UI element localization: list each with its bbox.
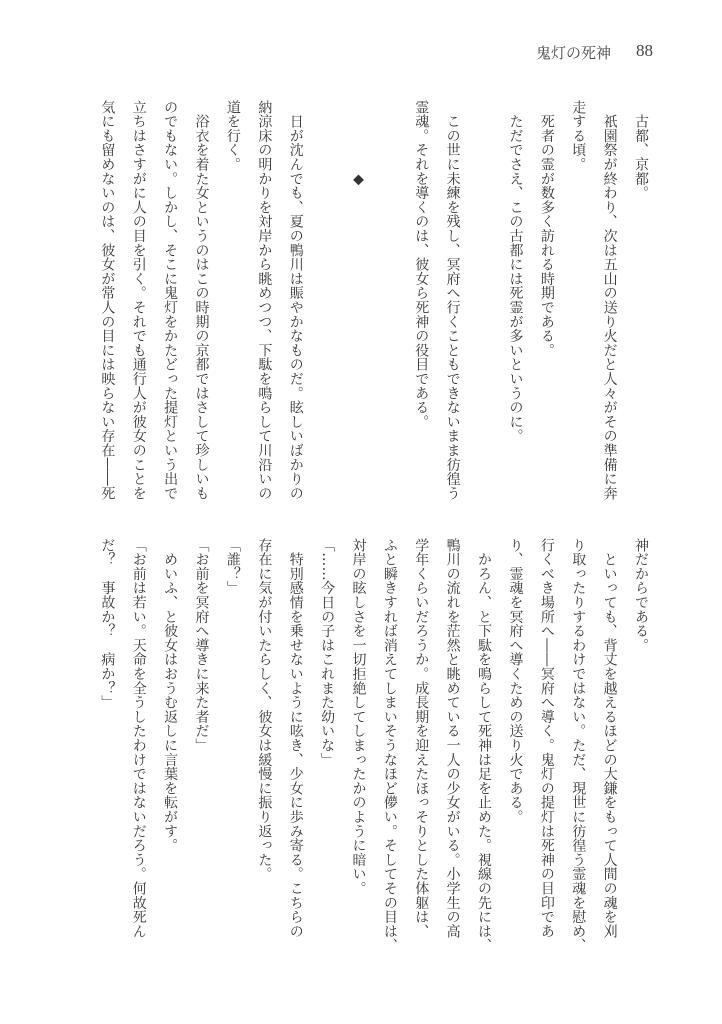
running-header-title: 鬼灯の死神 (536, 44, 612, 62)
text-column: 死者の霊が数多く訪れる時期である。 (538, 100, 555, 358)
lower-text-block (86, 538, 656, 953)
text-column: 霊魂。それを導くのは、彼女ら死神の役目である。 (413, 100, 430, 429)
text-column: り、霊魂を冥府へ導くための送り火である。 (507, 538, 524, 824)
section-break-diamond: ◆ (350, 100, 367, 188)
text-column: めいふ、と彼女はおうむ返しに言葉を転がす。 (162, 538, 179, 853)
text-column: 日が沈んでも、夏の鴨川は賑やかなものだ。眩しいばかりの (287, 100, 304, 501)
text-column: 立ちはさすがに人の目を引く。それでも通行人が彼女のことを (130, 100, 147, 501)
text-column: 特別感情を乗せないように呟き、少女に歩み寄る。こちらの (287, 538, 304, 939)
text-column: 鴨川の流れを茫然と眺めている一人の少女がいる。小学生の高 (444, 538, 461, 939)
text-column: 行くべき場所へ――冥府へ導く。鬼灯の提灯は死神の目印であ (538, 538, 555, 939)
text-column: 対岸の眩しさを一切拒絶してしまったかのように暗い。 (350, 538, 367, 896)
text-column: 浴衣を着た女というのはこの時期の京都ではさして珍しいも (193, 100, 210, 501)
text-column: 走する頃。 (570, 100, 587, 172)
upper-text-block (86, 100, 656, 510)
text-column (311, 100, 342, 510)
text-column: 古都、京都。 (633, 100, 649, 201)
text-column: かろん、と下駄を鳴らして死神は足を止めた。視線の先には、 (476, 538, 493, 953)
text-column (373, 100, 404, 510)
page-number: 88 (636, 41, 653, 60)
text-column: 祇園祭が終わり、次は五山の送り火だと人々がその準備に奔 (601, 100, 618, 501)
text-column: 「お前を冥府へ導きに来た者だ」 (193, 538, 210, 753)
text-column: ただでさえ、この古都には死霊が多いというのに。 (507, 100, 524, 444)
text-column: 神だからである。 (633, 538, 649, 653)
text-column: 「誰？」 (224, 538, 241, 596)
text-column: といっても、背丈を越えるほどの大鎌をもって人間の魂を刈 (601, 538, 618, 939)
text-column: 気にも留めないのは、彼女が常人の目には映らない存在――死 (99, 100, 116, 501)
text-column: ふと瞬きすれば消えてしまいそうなほど儚い。そしてその目は、 (381, 538, 398, 953)
text-column: 学年くらいだろうか。成長期を迎えたほっそりとした体躯は、 (413, 538, 430, 939)
text-column: り取ったりするわけではない。ただ、現世に彷徨う霊魂を慰め、 (570, 538, 587, 953)
text-column: この世に未練を残し、冥府へ行くこともできないまま彷徨う (444, 100, 461, 501)
text-column: 道を行く。 (224, 100, 241, 172)
text-column (468, 100, 499, 510)
text-column: 存在に気が付いたらしく、彼女は緩慢に振り返った。 (256, 538, 273, 882)
text-column: だ？ 事故か？ 病か？」 (99, 538, 116, 710)
text-column: 「お前は若い。天命を全うしたわけではないだろう。何故死ん (130, 538, 147, 939)
text-column: 納涼床の明かりを対岸から眺めつつ、下駄を鳴らして川沿いの (256, 100, 273, 501)
text-column: 「……今日の子はこれまた幼いな」 (319, 538, 336, 767)
text-column: のでもない。しかし、そこに鬼灯をかたどった提灯という出で (162, 100, 179, 501)
